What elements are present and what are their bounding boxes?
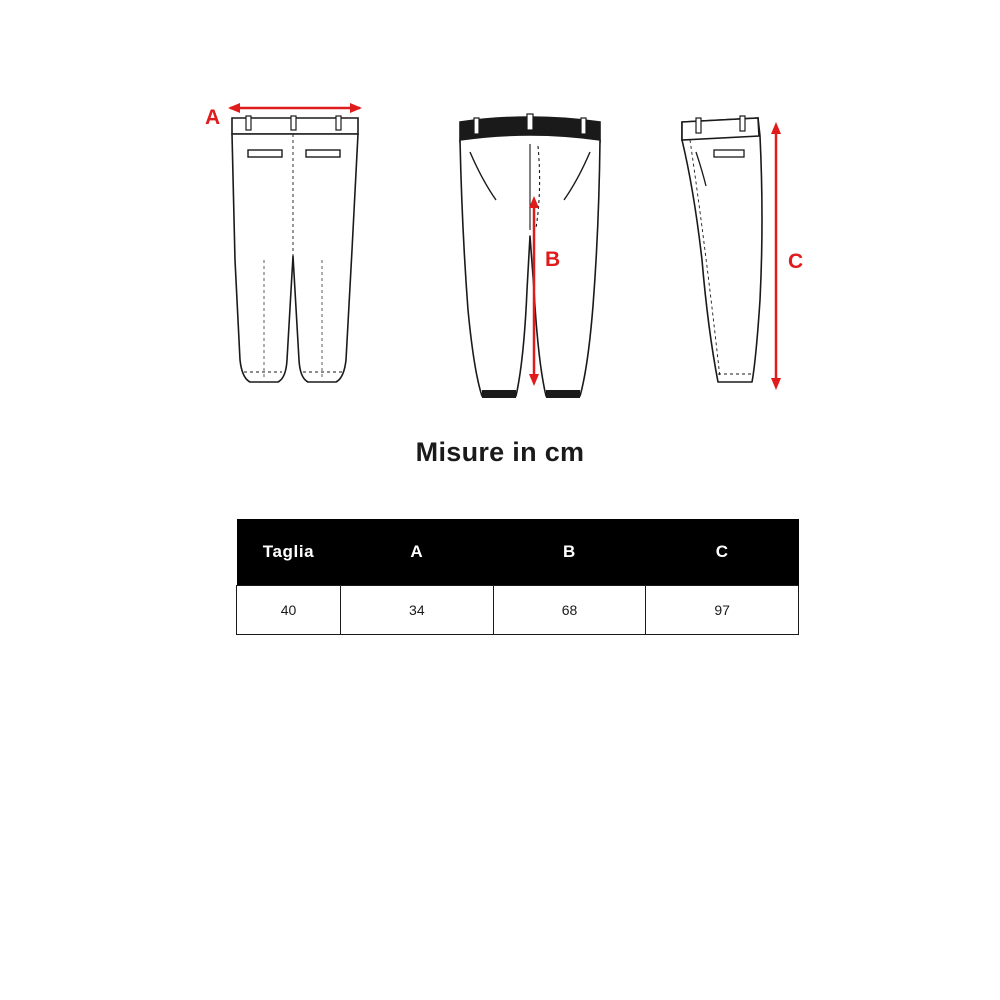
cell-c: 97 [646,586,799,635]
column-header-c: C [646,519,799,586]
size-table-wrapper [236,519,799,635]
measurement-label-a: A [205,106,221,129]
measurement-diagram [0,60,1000,430]
measure-arrow-c [771,122,781,390]
table-header-row [237,519,799,586]
cell-b: 68 [493,586,646,635]
size-table [236,519,799,635]
measure-arrow-a [228,103,362,113]
measurement-label-b: B [545,248,561,271]
column-header-b: B [493,519,646,586]
back-view-trousers [430,60,630,415]
column-header-taglia: Taglia [237,519,341,586]
cell-a: 34 [341,586,494,635]
cell-size: 40 [237,586,341,635]
side-view-trousers [660,60,850,405]
size-table-body [237,586,799,635]
measurement-label-c: C [788,250,804,273]
column-header-a: A [341,519,494,586]
units-caption: Misure in cm [415,437,585,467]
size-table-head [237,519,799,586]
table-row [237,586,799,635]
